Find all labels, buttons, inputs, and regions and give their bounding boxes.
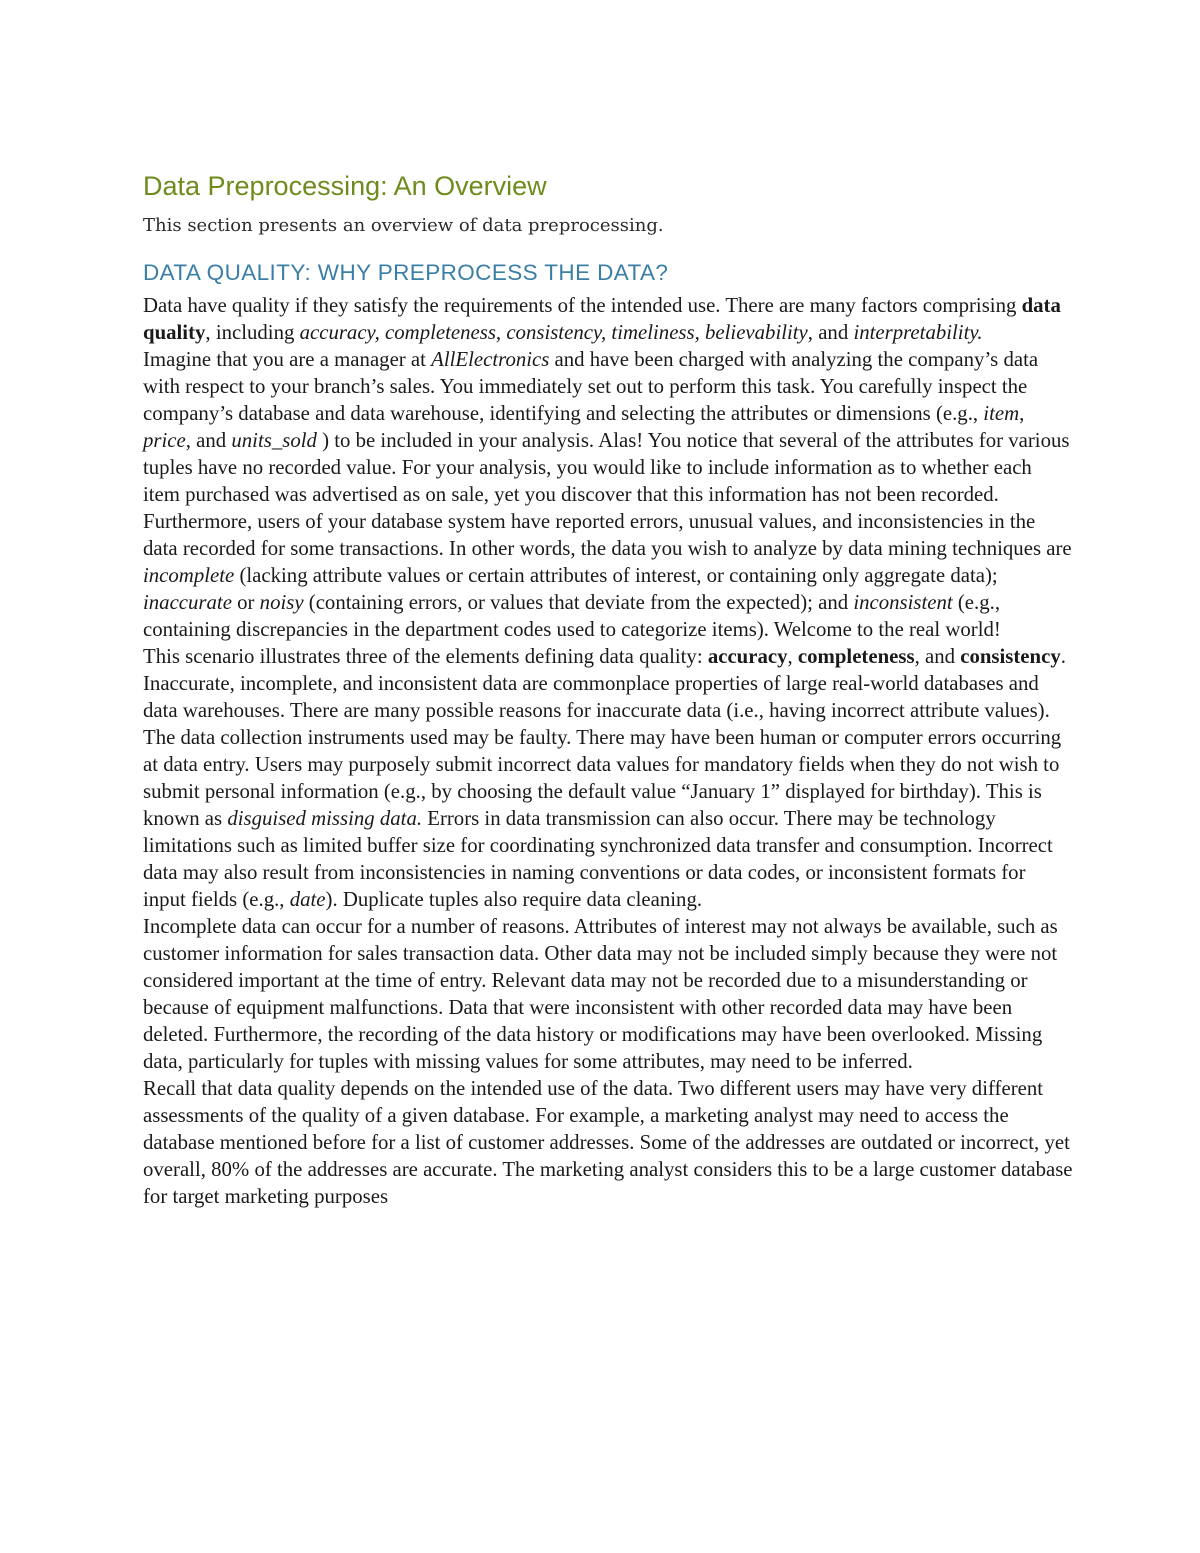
text-run: Incomplete data can occur for a number of reasons. Attributes of interest may not always be available, such as customer information for sales transaction data. Other data may not be included simply because they were not considered important at the time of entry. Relevant data may not be recorded due to a misunderstanding or because of equipment malfunctions. Data that were inconsistent with other recorded data may have been deleted. Furthermore, the recording of the data history or modifications may have been overlooked. Missing data, particularly for tuples with missing values for some attributes, may need to be inferred. <box>143 915 1058 1073</box>
text-run: , <box>787 645 798 668</box>
text-run: (containing errors, or values that deviate from the expected); and <box>303 591 854 614</box>
italic-term: noisy <box>259 591 304 614</box>
italic-term: AllElectronics <box>431 348 550 371</box>
text-run: (e.g., containing discrepancies in the department codes used to categorize items). Welcome to the real world! <box>143 591 1001 641</box>
text-run: , and <box>185 429 232 452</box>
page-title: Data Preprocessing: An Overview <box>143 171 547 201</box>
text-run: Recall that data quality depends on the intended use of the data. Two different users may have very different assessments of the quality of a given database. For example, a marketing analyst may need to access the database mentioned before for a list of customer addresses. Some of the addresses are outdated or incorrect, yet overall, 80% of the addresses are accurate. The marketing analyst considers this to be a large customer database for target marketing purposes <box>143 1077 1073 1208</box>
italic-term: inaccurate <box>143 591 232 614</box>
bold-term: completeness <box>797 645 915 668</box>
italic-term: date <box>289 888 326 911</box>
text-run: Imagine that you are a manager at <box>143 348 432 371</box>
italic-term: item <box>983 402 1020 425</box>
text-run: Data have quality if they satisfy the requirements of the intended use. There are many factors comprising <box>143 294 1022 317</box>
text-run: . Inaccurate, incomplete, and inconsistent data are commonplace properties of large real-world databases and data warehouses. There are many possible reasons for inaccurate data (i.e., having incorrect attribute values). The data collection instruments used may be faulty. There may have been human or computer errors occurring at data entry. Users may purposely submit incorrect data values for mandatory fields when they do not wish to submit personal information (e.g., by choosing the default value “January 1” displayed for birthday). This is known as <box>143 645 1066 830</box>
document-content <box>143 160 1073 1210</box>
bold-term: data quality <box>143 294 1061 344</box>
text-run: , <box>1019 402 1025 425</box>
text-run: , including <box>205 321 300 344</box>
text-run: or <box>231 591 260 614</box>
body-paragraph <box>143 913 1073 1075</box>
italic-term: disguised missing data. <box>227 807 423 830</box>
italic-term: accuracy, completeness, consistency, timeliness, believability <box>299 321 808 344</box>
body-paragraph <box>143 292 1073 346</box>
text-run: , and <box>914 645 961 668</box>
section-heading: DATA QUALITY: WHY PREPROCESS THE DATA? <box>143 260 669 285</box>
text-run: ) to be included in your analysis. Alas! You notice that several of the attributes for various tuples have no recorded value. For your analysis, you would like to include information as to whether each item purchased was advertised as on sale, yet you discover that this information has not been recorded. Furthermore, users of your database system have reported errors, unusual values, and inconsistencies in the data recorded for some transactions. In other words, the data you wish to analyze by data mining techniques are <box>143 429 1072 560</box>
text-run: Errors in data transmission can also occur. There may be technology limitations such as limited buffer size for coordinating synchronized data transfer and consumption. Incorrect data may also result from inconsistencies in naming conventions or data codes, or inconsistent formats for input fields (e.g., <box>143 807 1053 911</box>
bold-term: accuracy <box>707 645 788 668</box>
italic-term: incomplete <box>143 564 235 587</box>
text-run: ). Duplicate tuples also require data cleaning. <box>325 888 703 911</box>
text-run: (lacking attribute values or certain attributes of interest, or containing only aggregate data); <box>234 564 998 587</box>
text-run: , and <box>807 321 854 344</box>
body-paragraph <box>143 346 1073 643</box>
text-run: This scenario illustrates three of the elements defining data quality: <box>143 645 708 668</box>
italic-term: inconsistent <box>853 591 953 614</box>
italic-term: interpretability. <box>853 321 983 344</box>
italic-term: price <box>143 429 186 452</box>
italic-term: units_sold <box>231 429 317 452</box>
body-paragraph <box>143 1075 1073 1210</box>
bold-term: consistency <box>960 645 1061 668</box>
body-text <box>143 292 1073 1210</box>
text-run: and have been charged with analyzing the company’s data with respect to your branch’s sales. You immediately set out to perform this task. You carefully inspect the company’s database and data warehouse, identifying and selecting the attributes or dimensions (e.g., <box>143 348 1039 425</box>
body-paragraph <box>143 643 1073 913</box>
intro-text: This section presents an overview of data preprocessing. <box>143 215 664 236</box>
